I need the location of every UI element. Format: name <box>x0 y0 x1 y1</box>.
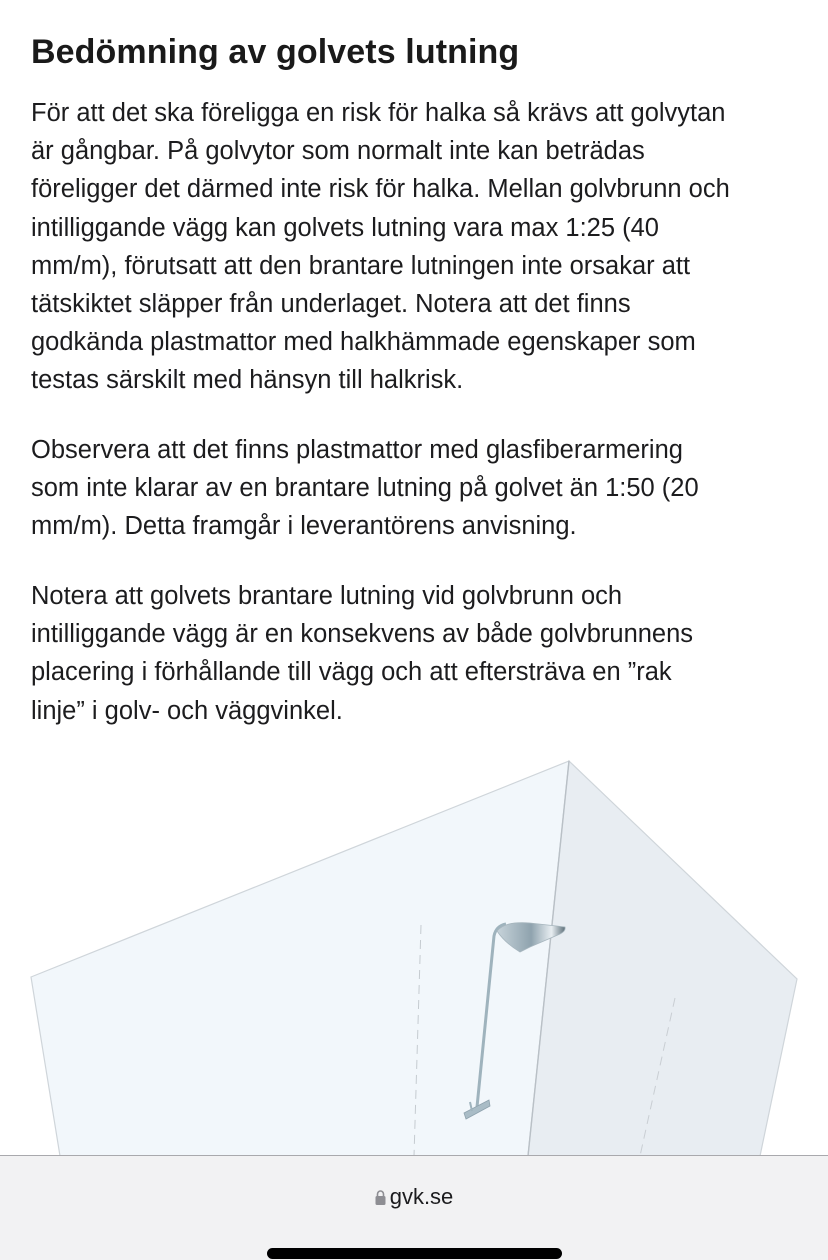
text-line: testas särskilt med hänsyn till halkrisk. <box>31 366 464 395</box>
lock-icon <box>375 1190 386 1205</box>
text-line: Notera att golvets brantare lutning vid golvbrunn och <box>31 582 623 610</box>
home-indicator[interactable] <box>267 1248 562 1259</box>
browser-bottom-bar <box>0 1155 828 1260</box>
text-line: mm/m). Detta framgår i leverantörens anvisning. <box>31 512 577 541</box>
text-line: intilliggande vägg är en konsekvens av både golvbrunnens <box>31 620 694 649</box>
right-wall <box>528 761 797 1156</box>
text-line: godkända plastmattor med halkhämmade egenskaper som <box>31 328 696 357</box>
address-bar[interactable] <box>0 1184 828 1210</box>
text-line: linje” i golv- och väggvinkel. <box>31 696 343 725</box>
page-title: Bedömning av golvets lutning <box>31 33 520 71</box>
url-text: gvk.se <box>389 1184 454 1209</box>
paragraph-slip-risk <box>31 94 730 400</box>
text-line: För att det ska föreligga en risk för halka så krävs att golvytan <box>31 99 726 127</box>
paragraph-glassfiber-note <box>31 431 699 546</box>
left-wall <box>31 761 569 1156</box>
text-line: föreligger det därmed inte risk för halka. Mellan golvbrunn och <box>31 175 730 204</box>
text-line: Observera att det finns plastmattor med glasfiberarmering <box>31 436 683 464</box>
text-line: mm/m), förutsatt att den brantare lutningen inte orsakar att <box>31 251 691 280</box>
text-line: intilliggande vägg kan golvets lutning vara max 1:25 (40 <box>31 213 659 242</box>
shower-corner-illustration <box>0 750 828 1156</box>
text-line: placering i förhållande till vägg och att eftersträva en ”rak <box>31 658 672 687</box>
paragraph-drain-placement <box>31 577 693 730</box>
text-line: tätskiktet släpper från underlaget. Notera att det finns <box>31 290 631 319</box>
text-line: är gångbar. På golvytor som normalt inte kan beträdas <box>31 137 645 166</box>
text-line: som inte klarar av en brantare lutning på golvet än 1:50 (20 <box>31 474 699 503</box>
